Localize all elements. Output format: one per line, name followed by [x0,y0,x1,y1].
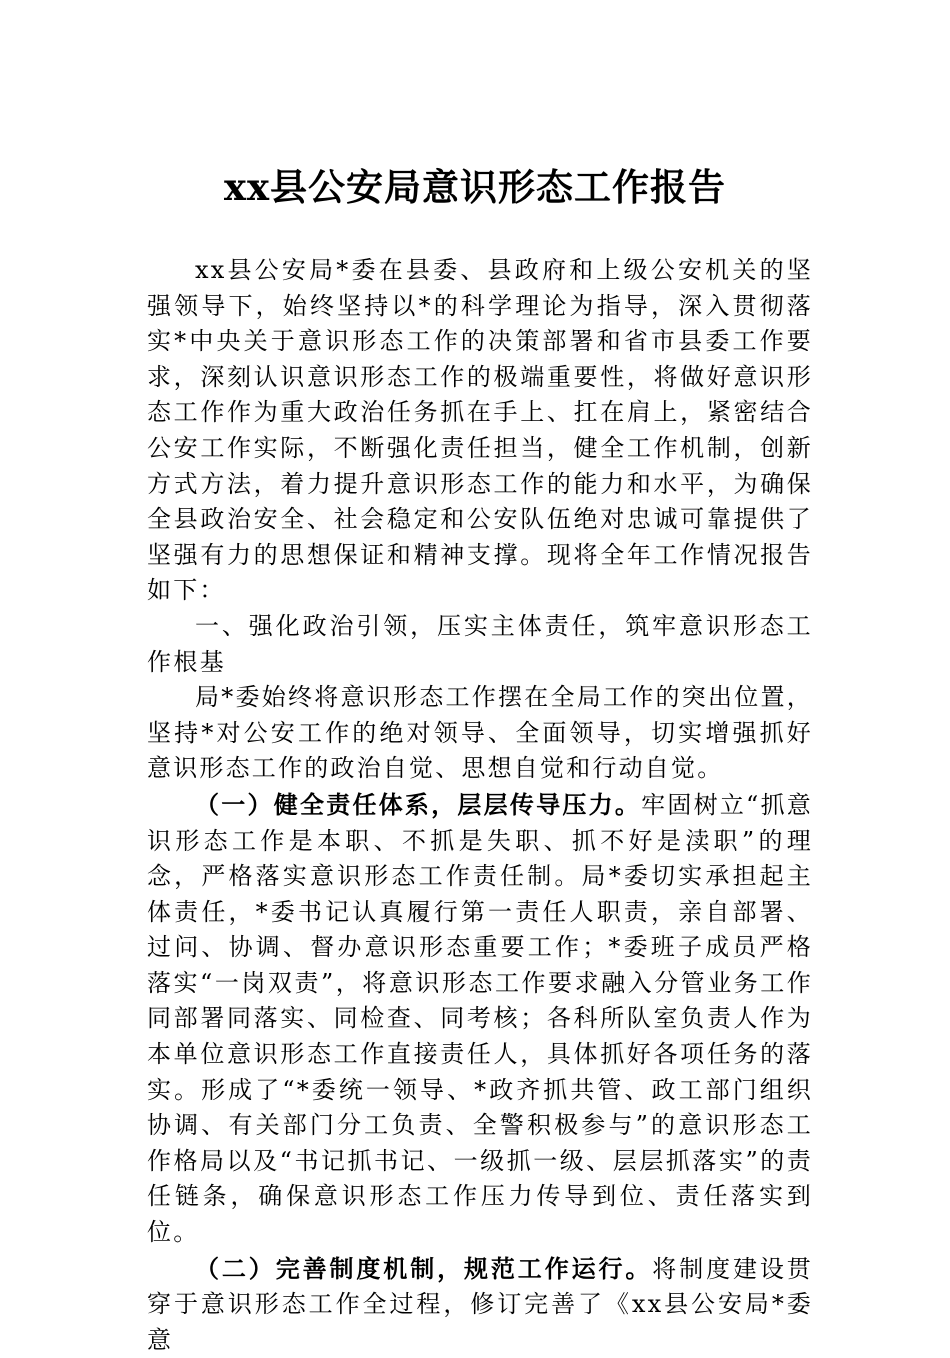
subsection-2-paragraph [147,1251,813,1358]
subsection-2-text: 将制度建设贯穿于意识形态工作全过程，修订完善了《xx县公安局*委意 [147,1254,813,1354]
subsection-heading-2: （二）完善制度机制，规范工作运行。 [195,1253,653,1283]
subsection-1-paragraph [147,787,813,1251]
section-heading-1: 一、强化政治引领，压实主体责任，筑牢意识形态工作根基 [147,611,813,676]
document-body [147,253,813,1358]
section-1-paragraph: 局*委始终将意识形态工作摆在全局工作的突出位置，坚持*对公安工作的绝对领导、全面领导，切实增强抓好意识形态工作的政治自觉、思想自觉和行动自觉。 [147,683,813,783]
subsection-1-text: 牢固树立“抓意识形态工作是本职、不抓是失职、抓不好是渎职”的理念，严格落实意识形态工作责任制。局*委切实承担起主体责任，*委书记认真履行第一责任人职责，亲自部署、过问、协调、督办意识形态重要工作；*委班子成员严格落实“一岗双责”，将意识形态工作要求融入分管业务工作同部署同落实、同检查、同考核；各科所队室负责人作为本单位意识形态工作直接责任人，具体抓好各项任务的落实。形成了“*委统一领导、*政齐抓共管、政工部门组织协调、有关部门分工负责、全警积极参与”的意识形态工作格局以及“书记抓书记、一级抓一级、层层抓落实”的责任链条，确保意识形态工作压力传导到位、责任落实到位。 [147,790,814,1247]
subsection-heading-1: （一）健全责任体系，层层传导压力。 [195,789,642,819]
intro-paragraph: xx县公安局*委在县委、县政府和上级公安机关的坚强领导下，始终坚持以*的科学理论为指导，深入贯彻落实*中央关于意识形态工作的决策部署和省市县委工作要求，深刻认识意识形态工作的极端重要性，将做好意识形态工作作为重大政治任务抓在手上、扛在肩上，紧密结合公安工作实际，不断强化责任担当，健全工作机制，创新方式方法，着力提升意识形态工作的能力和水平，为确保全县政治安全、社会稳定和公安队伍绝对忠诚可靠提供了坚强有力的思想保证和精神支撑。现将全年工作情况报告如下： [147,256,813,605]
document-title: xx县公安局意识形态工作报告 [223,165,727,209]
